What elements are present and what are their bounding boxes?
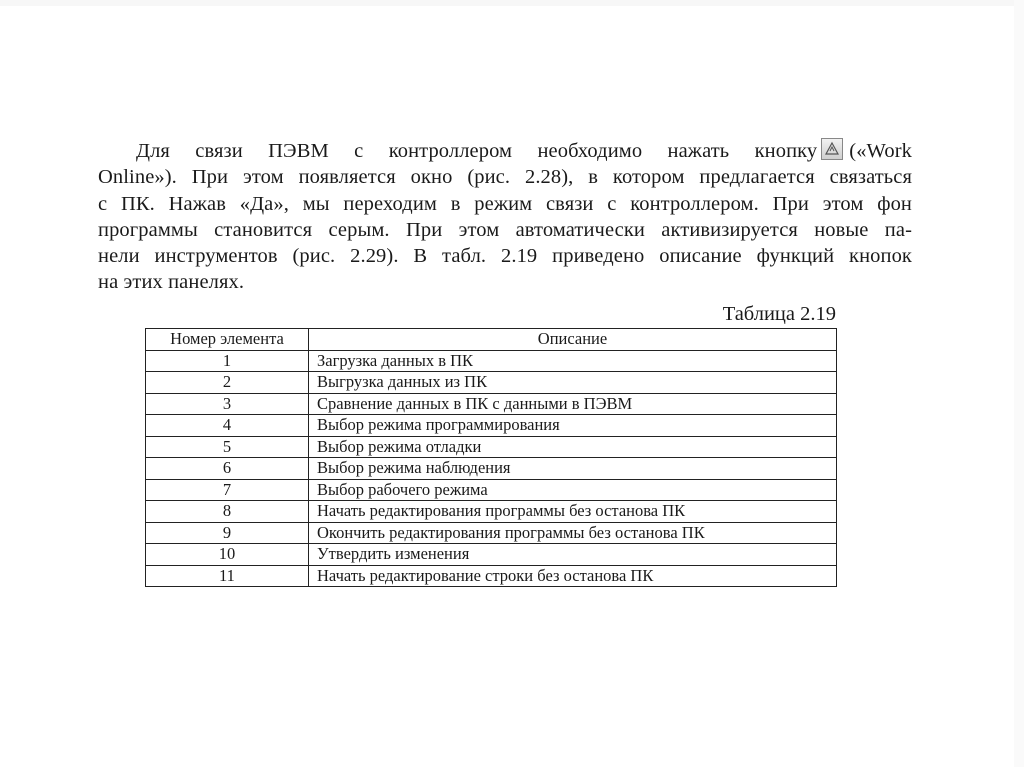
table-row [146, 458, 837, 480]
table-row [146, 544, 837, 566]
row-number: 10 [146, 544, 309, 566]
row-number: 5 [146, 436, 309, 458]
table-row [146, 501, 837, 523]
paragraph-line-1: Для связи ПЭВМ с контроллером необходимо нажать кнопку («Work [136, 140, 912, 162]
table-row [146, 522, 837, 544]
paragraph-line-5: нели инструментов (рис. 2.29). В табл. 2.19 приведено описание функций кнопок [98, 245, 912, 268]
work-online-icon [821, 138, 843, 160]
table-body [146, 350, 837, 587]
row-description: Начать редактирование строки без останова ПК [309, 565, 837, 587]
header-element-number: Номер элемента [146, 329, 309, 351]
row-number: 11 [146, 565, 309, 587]
table-row [146, 415, 837, 437]
table-row [146, 565, 837, 587]
row-description: Выбор рабочего режима [309, 479, 837, 501]
row-description: Выбор режима наблюдения [309, 458, 837, 480]
body-paragraph [98, 138, 912, 296]
row-description: Начать редактирования программы без останова ПК [309, 501, 837, 523]
header-description: Описание [309, 329, 837, 351]
row-number: 1 [146, 350, 309, 372]
row-number: 4 [146, 415, 309, 437]
paragraph-line-2: Online»). При этом появляется окно (рис. 2.28), в котором предлагается связаться [98, 166, 912, 189]
row-description: Утвердить изменения [309, 544, 837, 566]
row-description: Выгрузка данных из ПК [309, 372, 837, 394]
paragraph-line-3: с ПК. Нажав «Да», мы переходим в режим связи с контроллером. При этом фон [98, 192, 912, 215]
row-description: Сравнение данных в ПК с данными в ПЭВМ [309, 393, 837, 415]
slide-top-edge [0, 0, 1024, 6]
row-number: 6 [146, 458, 309, 480]
table-caption: Таблица 2.19 [722, 303, 836, 325]
table-row [146, 372, 837, 394]
table-row [146, 393, 837, 415]
row-number: 3 [146, 393, 309, 415]
row-description: Выбор режима отладки [309, 436, 837, 458]
table-row [146, 350, 837, 372]
table-header-row [146, 329, 837, 351]
table-row [146, 436, 837, 458]
functions-table [145, 328, 837, 587]
row-number: 2 [146, 372, 309, 394]
row-description: Окончить редактирования программы без останова ПК [309, 522, 837, 544]
table-row [146, 479, 837, 501]
row-description: Загрузка данных в ПК [309, 350, 837, 372]
row-number: 8 [146, 501, 309, 523]
paragraph-line-4: программы становится серым. При этом автоматически активизируется новые па- [98, 218, 912, 241]
row-number: 7 [146, 479, 309, 501]
row-number: 9 [146, 522, 309, 544]
slide-right-edge [1014, 0, 1024, 767]
paragraph-line-6: на этих панелях. [98, 271, 245, 294]
row-description: Выбор режима программирования [309, 415, 837, 437]
